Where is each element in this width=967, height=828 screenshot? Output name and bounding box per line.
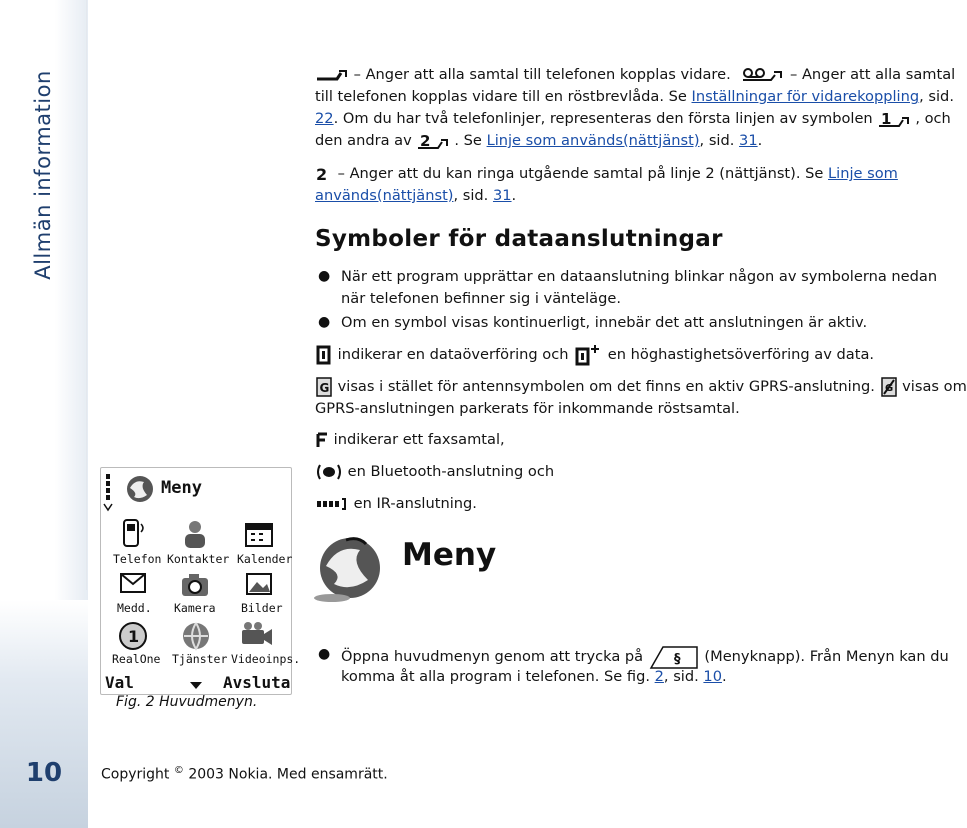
bullet-dot: ● (318, 268, 331, 284)
text: , sid. (919, 88, 954, 105)
app-label[interactable]: RealOne (112, 652, 161, 666)
link-call-forwarding-settings[interactable]: Inställningar för vidarekoppling (691, 88, 920, 105)
voicemail-divert-icon (741, 68, 785, 82)
text: en Bluetooth-anslutning och (347, 463, 555, 480)
paragraph-line (315, 108, 951, 130)
text: – Anger att alla samtal till telefonen kopplas vidare. (353, 66, 731, 83)
text: en höghastighetsöverföring av data. (607, 346, 875, 363)
camera-app-icon[interactable] (179, 570, 211, 600)
svg-text:2: 2 (316, 165, 328, 184)
app-label[interactable]: Medd. (117, 601, 152, 615)
line-2-small-icon (315, 165, 333, 183)
svg-text:1: 1 (881, 110, 892, 128)
text: indikerar ett faxsamtal, (333, 431, 505, 448)
signal-strength-icon (103, 472, 113, 512)
app-label[interactable]: Bilder (241, 601, 283, 615)
video-recorder-app-icon[interactable] (239, 620, 275, 652)
text: komma åt alla program i telefonen. Se fig. (341, 668, 650, 685)
text: en IR-anslutning. (353, 495, 477, 512)
line-1-icon (877, 110, 915, 128)
gallery-app-icon[interactable] (243, 570, 275, 600)
menu-globe-icon (123, 472, 157, 506)
text: (Menyknapp). Från Menyn kan du (704, 648, 949, 665)
app-label[interactable]: Telefon (113, 552, 162, 566)
svg-text:G: G (319, 381, 330, 395)
softkey-bar (101, 672, 291, 694)
link-page-10[interactable]: 10 (703, 668, 722, 685)
text: . Se (454, 132, 482, 149)
text: visas i stället för antennsymbolen om det finns en aktiv GPRS-anslutning. (337, 378, 875, 395)
link-line-in-use[interactable]: Linje som används(nättjänst) (486, 132, 700, 149)
text: . (511, 187, 517, 204)
text: – Anger att alla samtal (790, 66, 956, 83)
high-speed-data-icon (573, 344, 603, 366)
paragraph-line (315, 86, 954, 108)
app-label[interactable]: Kalender (237, 552, 293, 566)
bullet-dot: ● (318, 314, 331, 330)
services-app-icon[interactable] (179, 620, 213, 652)
svg-text:1: 1 (128, 627, 140, 646)
paragraph-line (315, 461, 554, 483)
text: indikerar en dataöverföring och (337, 346, 569, 363)
menu-heading: Meny (402, 537, 497, 573)
text: – Anger att du kan ringa utgående samtal på linje 2 (nättjänst). Se (337, 165, 824, 182)
sidebar-divider (86, 0, 87, 590)
text: Öppna huvudmenyn genom att trycka på (341, 648, 644, 665)
paragraph-line (315, 163, 898, 185)
page-number: 10 (25, 758, 63, 788)
bullet-text (341, 666, 727, 688)
paragraph-line (315, 429, 505, 451)
fax-icon (315, 431, 329, 449)
paragraph-line (315, 376, 967, 398)
text: , och (915, 110, 951, 127)
text: , sid. (699, 132, 735, 149)
paragraph-line (315, 493, 477, 515)
text: visas om (902, 378, 967, 395)
bluetooth-icon (315, 462, 343, 482)
softkey-right[interactable]: Avsluta (223, 673, 291, 692)
section-heading: Symboler för dataanslutningar (315, 226, 723, 252)
link-page-31[interactable]: 31 (739, 132, 758, 149)
text: 2003 Nokia. Med ensamrätt. (188, 766, 388, 783)
gprs-icon (315, 377, 333, 397)
data-transfer-icon (315, 345, 333, 365)
link-line-in-use[interactable]: Linje som (828, 165, 898, 182)
text: , sid. (663, 668, 699, 685)
svg-text:2: 2 (420, 132, 431, 150)
copyright-footer (101, 765, 388, 783)
text: . (757, 132, 763, 149)
text: till telefonen kopplas vidare till en röstbrevlåda. Se (315, 88, 687, 105)
line-2-icon (416, 132, 454, 150)
app-label[interactable]: Kamera (174, 601, 216, 615)
app-label[interactable]: Videoinps. (231, 652, 301, 666)
paragraph-line (315, 130, 762, 152)
page-number-box (0, 600, 88, 828)
svg-text:§: § (673, 652, 681, 667)
link-page-22[interactable]: 22 (315, 110, 334, 127)
chevron-down-icon[interactable] (189, 680, 203, 690)
paragraph-line (315, 64, 955, 86)
text: , sid. (453, 187, 489, 204)
svg-text:G: G (884, 383, 893, 394)
link-fig-2[interactable]: 2 (654, 668, 664, 685)
text: . (721, 668, 727, 685)
text: . Om du har två telefonlinjer, representeras den första linjen av symbolen (333, 110, 873, 127)
infrared-icon (315, 497, 349, 511)
copyright-symbol: © (173, 765, 184, 776)
app-label[interactable]: Tjänster (172, 652, 228, 666)
text: den andra av (315, 132, 412, 149)
phone-header: Meny (161, 478, 202, 498)
text: Copyright (101, 766, 170, 783)
bullet-text: Om en symbol visas kontinuerligt, innebär det att anslutningen är aktiv. (341, 314, 868, 331)
paragraph-line (315, 185, 516, 207)
app-label[interactable]: Kontakter (167, 552, 230, 566)
bullet-dot: ● (318, 646, 331, 662)
messages-app-icon[interactable] (118, 570, 150, 600)
figure-caption: Fig. 2 Huvudmenyn. (116, 694, 258, 710)
section-tab-title: Allmän information (31, 70, 55, 280)
calendar-app-icon[interactable] (243, 518, 275, 550)
contacts-app-icon[interactable] (179, 518, 211, 550)
link-line-in-use-cont[interactable]: används(nättjänst) (315, 187, 454, 204)
realone-app-icon[interactable] (116, 620, 150, 652)
gprs-held-icon (880, 377, 898, 397)
link-page-31[interactable]: 31 (492, 187, 512, 204)
paragraph-line: GPRS-anslutningen parkerats för inkommande röstsamtal. (315, 400, 740, 417)
phone-screen-figure (100, 467, 301, 695)
divert-all-icon (315, 68, 349, 82)
bullet-text: När ett program upprättar en dataanslutning blinkar någon av symbolerna nedan (341, 268, 938, 285)
paragraph-line (315, 344, 874, 366)
softkey-left[interactable]: Val (105, 673, 134, 692)
bullet-text: när telefonen befinner sig i vänteläge. (341, 290, 621, 307)
phone-app-icon[interactable] (118, 518, 148, 550)
menu-globe-icon (310, 526, 390, 606)
